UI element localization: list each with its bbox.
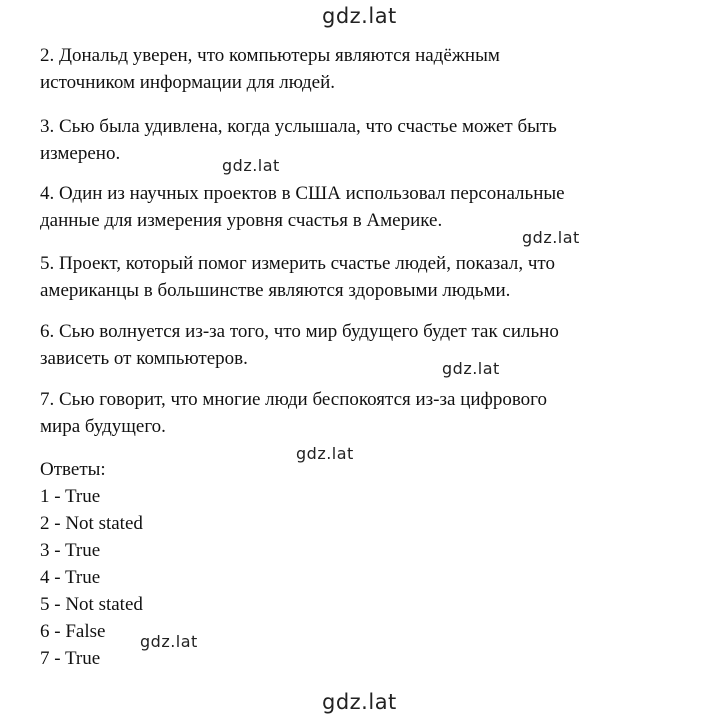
answers-list xyxy=(40,483,143,672)
statement-line: американцы в большинстве являются здоровыми людьми. xyxy=(40,280,511,301)
answer-item: 3 - True xyxy=(40,540,101,561)
statement-line: измерено. xyxy=(40,143,121,164)
statement-5 xyxy=(40,250,680,304)
statement-line: 7. Сью говорит, что многие люди беспокоятся из-за цифрового xyxy=(40,389,547,410)
statement-line: источником информации для людей. xyxy=(40,72,336,93)
statement-line: 4. Один из научных проектов в США использовал персональные xyxy=(40,183,565,204)
answers-block xyxy=(40,456,143,672)
statement-2 xyxy=(40,42,680,96)
watermark: gdz.lat xyxy=(296,444,354,463)
statement-line: 5. Проект, который помог измерить счастье людей, показал, что xyxy=(40,253,555,274)
statement-line: данные для измерения уровня счастья в Америке. xyxy=(40,210,443,231)
statement-line: зависеть от компьютеров. xyxy=(40,348,248,369)
answer-item: 5 - Not stated xyxy=(40,594,143,615)
watermark: gdz.lat xyxy=(522,228,580,247)
answer-item: 1 - True xyxy=(40,486,101,507)
answer-item: 6 - False xyxy=(40,621,106,642)
watermark: gdz.lat xyxy=(140,632,198,651)
statement-line: 2. Дональд уверен, что компьютеры являются надёжным xyxy=(40,45,500,66)
watermark-top: gdz.lat xyxy=(322,4,397,28)
statement-4 xyxy=(40,180,680,234)
answer-item: 7 - True xyxy=(40,648,101,669)
statement-7 xyxy=(40,386,680,440)
statement-line: 6. Сью волнуется из-за того, что мир будущего будет так сильно xyxy=(40,321,559,342)
statement-6 xyxy=(40,318,680,372)
answers-title: Ответы: xyxy=(40,459,106,480)
watermark-bottom: gdz.lat xyxy=(322,690,397,714)
statement-3 xyxy=(40,113,680,167)
watermark: gdz.lat xyxy=(442,359,500,378)
watermark: gdz.lat xyxy=(222,156,280,175)
statement-line: мира будущего. xyxy=(40,416,166,437)
statement-line: 3. Сью была удивлена, когда услышала, что счастье может быть xyxy=(40,116,557,137)
answer-item: 2 - Not stated xyxy=(40,513,143,534)
answer-item: 4 - True xyxy=(40,567,101,588)
